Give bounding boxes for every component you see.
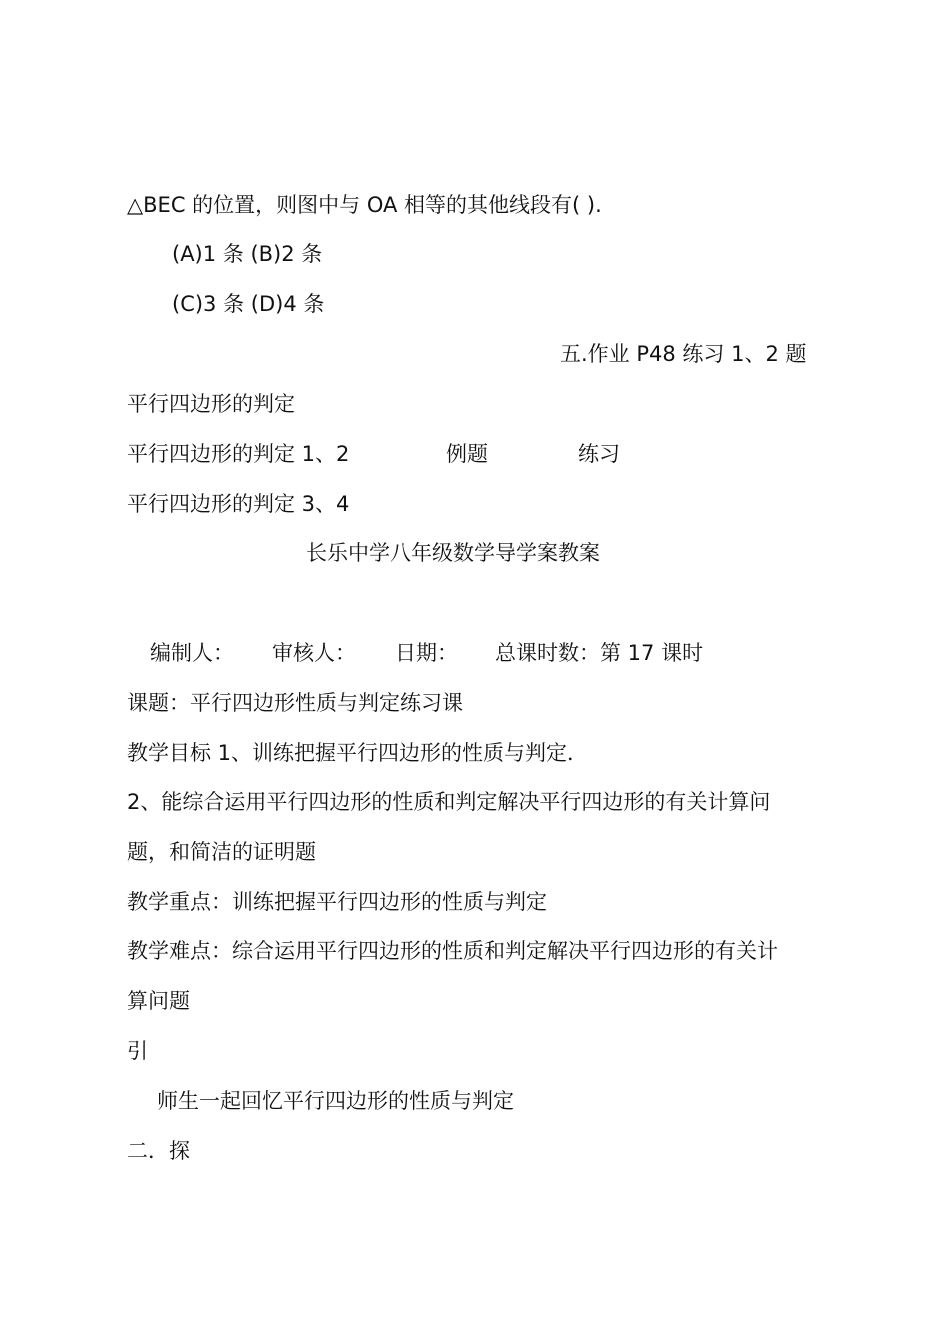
intro-text: 师生一起回忆平行四边形的性质与判定 — [157, 1089, 514, 1113]
homework-line: 五.作业 P48 练习 1、2 题 — [560, 342, 807, 366]
goal-2-second-line: 题，和简洁的证明题 — [127, 840, 316, 864]
board-title: 平行四边形的判定 — [127, 392, 295, 416]
meta-date: 日期： — [395, 641, 458, 665]
board-row1-mid: 例题 — [446, 442, 488, 466]
options-cd: (C)3 条 (D)4 条 — [172, 292, 325, 316]
board-row1-left: 平行四边形的判定 1、2 — [127, 442, 350, 466]
section-intro-heading: 引 — [127, 1039, 148, 1063]
meta-total-hours: 总课时数：第 17 课时 — [495, 641, 704, 665]
section-explore-heading: 二．探 — [127, 1139, 190, 1163]
board-row2: 平行四边形的判定 3、4 — [127, 492, 350, 516]
doc-title: 长乐中学八年级数学导学案教案 — [306, 541, 600, 565]
topic-line: 课题：平行四边形性质与判定练习课 — [127, 691, 463, 715]
difficulty-second-line: 算问题 — [127, 989, 190, 1013]
key-point: 教学重点：训练把握平行四边形的性质与判定 — [127, 890, 547, 914]
goal-2-first-line: 2、能综合运用平行四边形的性质和判定解决平行四边形的有关计算问 — [127, 790, 771, 814]
goal-1: 教学目标 1、训练把握平行四边形的性质与判定． — [127, 741, 589, 765]
question-tail: △BEC 的位置，则图中与 OA 相等的其他线段有( ). — [127, 193, 602, 217]
board-row1-right: 练习 — [578, 442, 620, 466]
meta-reviewer: 审核人： — [272, 641, 356, 665]
meta-editor: 编制人： — [150, 641, 234, 665]
options-ab: (A)1 条 (B)2 条 — [172, 242, 323, 266]
difficulty-first-line: 教学难点：综合运用平行四边形的性质和判定解决平行四边形的有关计 — [127, 939, 778, 963]
